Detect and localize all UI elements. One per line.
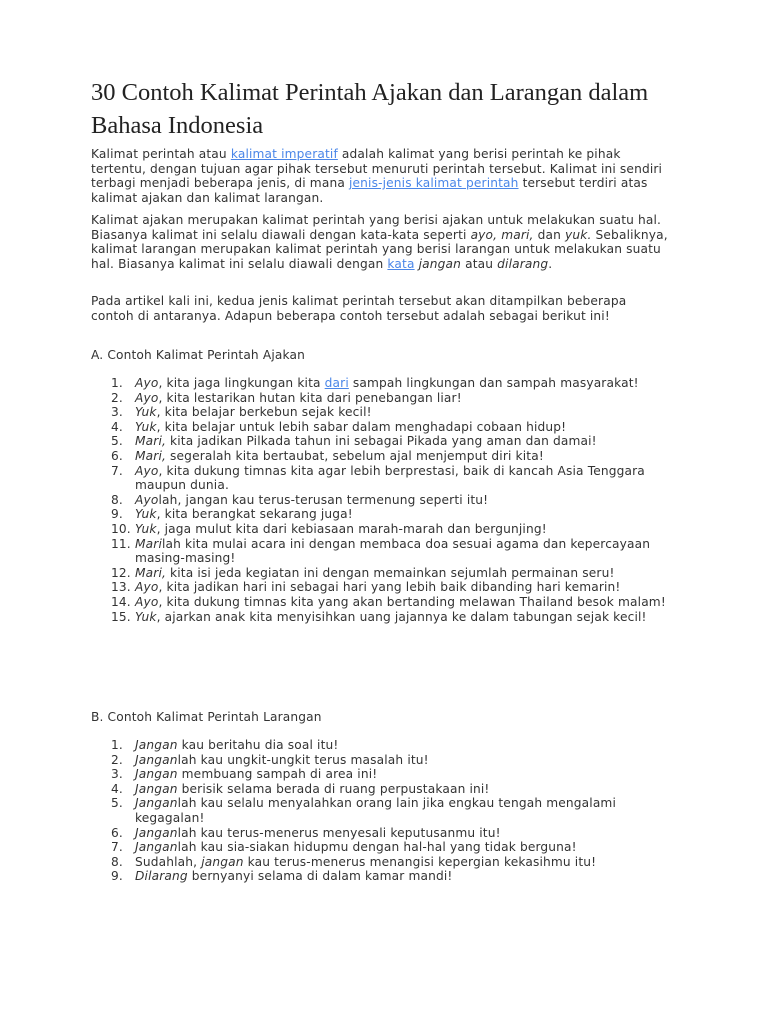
item-number: 15. [111,609,131,624]
item-number: 13. [111,580,131,595]
italic-word: dilarang [497,256,549,271]
list-item [91,869,681,884]
italic-word: Yuk [135,507,157,522]
list-item [91,855,681,870]
item-text: , kita belajar untuk lebih sabar dalam menghadapi cobaan hidup! [156,419,567,434]
italic-word: Ayo [135,376,159,390]
italic-word: Ayo [135,463,159,478]
text-span: atau [461,256,498,271]
text-span: Kalimat perintah atau [91,147,231,161]
italic-word: ayo, [470,227,498,242]
item-text: kita isi jeda kegiatan ini dengan memainkan sejumlah permainan seru! [166,565,615,580]
item-number: 5. [111,434,123,449]
item-text: lah kau ungkit-ungkit terus masalah itu! [177,752,429,767]
italic-word: jangan [201,854,244,869]
list-item [91,580,681,595]
italic-word: Mari, [135,565,167,580]
item-text: kita jadikan Pilkada tahun ini sebagai Pikada yang aman dan damai! [166,434,597,449]
list-item [91,767,681,782]
link-kalimat-imperatif[interactable]: kalimat imperatif [230,147,338,161]
list-item [91,566,681,581]
italic-word: Yuk [135,609,157,624]
item-number: 7. [111,463,123,478]
italic-word: Jangan [135,781,178,796]
item-text: lah, jangan kau terus-terusan termenung seperti itu! [158,492,489,507]
item-number: 1. [111,376,123,390]
italic-word: Mari [135,536,162,551]
italic-word: Yuk [135,405,157,420]
item-number: 6. [111,825,123,840]
list-item [91,840,681,855]
page-title: 30 Contoh Kalimat Perintah Ajakan dan Larangan dalam Bahasa Indonesia [91,79,649,139]
item-number: 4. [111,419,123,434]
list-item [91,796,681,825]
item-text: segeralah kita bertaubat, sebelum ajal menjemput diri kita! [166,448,544,463]
link-kata[interactable]: kata [387,256,415,271]
item-text: , kita jaga lingkungan kita [158,376,325,390]
italic-word: yuk. [565,227,592,242]
item-number: 3. [111,405,123,420]
italic-word: Yuk [135,419,157,434]
italic-word: Ayo [135,594,159,609]
italic-word: Yuk [135,521,157,536]
item-text: sampah lingkungan dan sampah masyarakat! [348,376,639,390]
italic-word: Ayo [135,580,159,595]
list-item [91,738,681,753]
italic-word: Jangan [135,825,178,840]
item-number: 11. [111,536,131,551]
list-item [91,464,681,493]
text-span: tersebut terdiri atas kalimat ajakan dan kalimat larangan. [91,176,648,205]
list-item [91,522,681,537]
item-number: 7. [111,840,123,855]
list-item [91,434,681,449]
list-item [91,376,681,391]
item-text: kau terus-menerus menangisi kepergian kekasihmu itu! [243,854,597,869]
article-intro-paragraph: Pada artikel kali ini, kedua jenis kalimat perintah tersebut akan ditampilkan beberapa contoh di antaranya. Adapun beberapa contoh tersebut adalah sebagai berikut ini! [91,294,627,323]
item-number: 8. [111,854,123,869]
link-jenis-jenis-kalimat-perintah[interactable]: jenis-jenis kalimat perintah [348,176,519,191]
item-number: 6. [111,448,123,463]
italic-word: Mari, [135,434,167,449]
item-number: 1. [111,738,123,752]
item-text: lah kau sia-siakan hidupmu dengan hal-hal yang tidak berguna! [177,840,577,855]
item-text: membuang sampah di area ini! [177,767,378,782]
italic-word: Ayo [135,492,159,507]
item-number: 2. [111,752,123,767]
text-span: . [548,256,553,271]
item-text: , kita dukung timnas kita yang akan bertanding melawan Thailand besok malam! [158,594,666,609]
item-text: kau beritahu dia soal itu! [177,738,339,752]
section-b-heading: B. Contoh Kalimat Perintah Larangan [91,710,322,724]
italic-word: Dilarang [135,869,188,884]
item-text: , kita lestarikan hutan kita dari penebangan liar! [158,390,462,405]
larangan-list [91,738,681,884]
list-item [91,826,681,841]
item-text: , kita dukung timnas kita agar lebih berprestasi, baik di kancah Asia Tenggara maupun dunia. [135,463,645,493]
italic-word: Mari, [135,448,167,463]
list-item [91,493,681,508]
item-number: 12. [111,565,131,580]
item-number: 10. [111,521,131,536]
italic-word: Jangan [135,752,178,767]
item-text: berisik selama berada di ruang perpustakaan ini! [177,781,490,796]
item-text: , ajarkan anak kita menyisihkan uang jajannya ke dalam tabungan sejak kecil! [156,609,647,624]
item-text: bernyanyi selama di dalam kamar mandi! [187,869,453,884]
text-span: Sebaliknya, kalimat larangan merupakan kalimat perintah yang berisi larangan untuk melakukan suatu hal. Biasanya kalimat ini selalu diawali dengan [91,227,668,271]
item-number: 4. [111,781,123,796]
list-item [91,610,681,625]
ajakan-list [91,376,681,624]
section-a-heading: A. Contoh Kalimat Perintah Ajakan [91,348,305,362]
italic-word: Jangan [135,840,178,855]
item-number: 2. [111,390,123,405]
definition-paragraph [91,213,671,271]
italic-word: mari, [501,227,534,242]
list-item [91,391,681,406]
item-number: 9. [111,507,123,522]
list-item [91,420,681,435]
item-text: lah kau selalu menyalahkan orang lain jika engkau tengah mengalami kegagalan! [135,796,616,825]
italic-word: jangan [418,256,462,271]
item-number: 5. [111,796,123,811]
item-text: lah kita mulai acara ini dengan membaca doa sesuai agama dan kepercayaan masing-masing! [135,536,651,566]
italic-word: Jangan [135,767,178,782]
list-item [91,507,681,522]
list-item [91,595,681,610]
text-span: dan [533,227,566,242]
item-text: , kita belajar berkebun sejak kecil! [156,405,372,420]
item-text: , jaga mulut kita dari kebiasaan marah-marah dan bergunjing! [156,521,547,536]
item-prefix: Sudahlah, [135,854,202,869]
item-text: lah kau terus-menerus menyesali keputusanmu itu! [177,825,501,840]
item-text: , kita jadikan hari ini sebagai hari yang lebih baik dibanding hari kemarin! [158,580,621,595]
item-text: , kita berangkat sekarang juga! [156,507,353,522]
item-number: 8. [111,492,123,507]
list-item [91,753,681,768]
item-number: 9. [111,869,123,884]
italic-word: Ayo [135,390,159,405]
list-item [91,782,681,797]
text-span: Kalimat ajakan merupakan kalimat perintah yang berisi ajakan untuk melakukan suatu hal. Biasanya kalimat ini selalu diawali dengan kata-kata seperti [91,213,662,242]
italic-word: Jangan [135,738,178,752]
item-number: 3. [111,767,123,782]
list-item [91,537,681,566]
list-item [91,405,681,420]
text-span: adalah kalimat yang berisi perintah ke pihak tertentu, dengan tujuan agar pihak tersebut menuruti perintah tersebut. Kalimat ini sendiri terbagi menjadi beberapa jenis, di mana [91,147,663,191]
italic-word: Jangan [135,796,178,811]
intro-paragraph [91,147,671,205]
list-item [91,449,681,464]
item-number: 14. [111,594,131,609]
link-dari[interactable]: dari [324,376,349,390]
